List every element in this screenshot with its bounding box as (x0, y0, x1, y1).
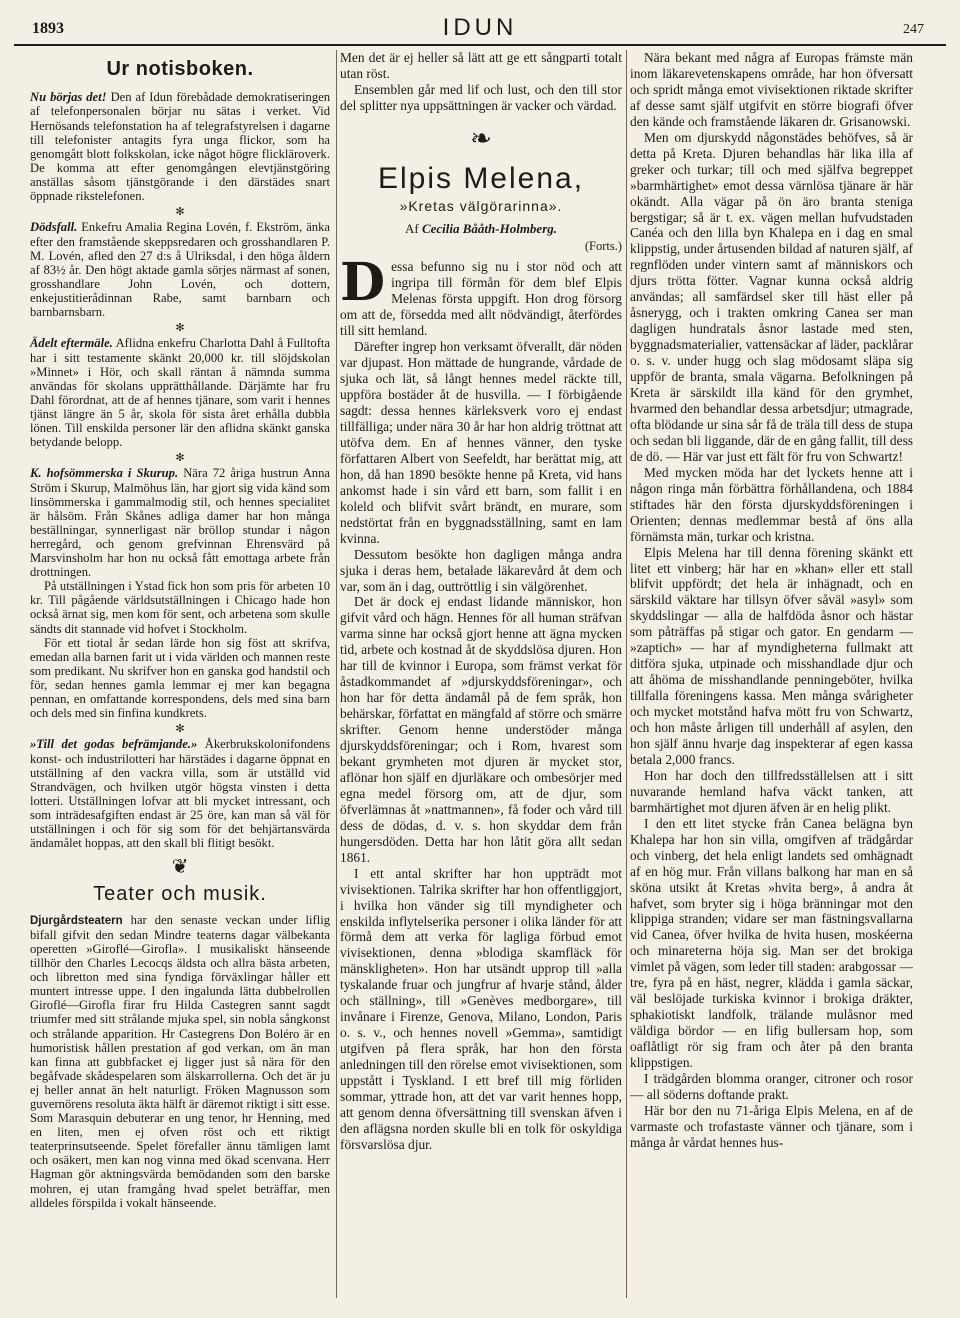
continued-note: (Forts.) (584, 238, 622, 253)
byline-prefix: Af (404, 221, 419, 237)
separator-star: ✻ (175, 206, 185, 219)
separator-star: ✻ (175, 723, 185, 736)
story-paragraph: I ett antal skrifter har hon uppträdt mot vivisektionen. Talrika skrifter har hon offentliggjort, i hvilka hon vänder sig till myndigheter och enskilda inflytelserika personer i olika länder för att förmå dem att verka för lagliga förbud emot vivisektionen, denna »blodiga skamfläck för mänskligheten». Hon har utsändt upprop till »alla tyskalande fruar och jungfrur af hvarje stånd, ålder och ställning», till »Genèves medborgare», till invånare i Firenze, Genova, Milano, London, Paris o. s. v., och hennes novell »Gemma», samtidigt utgifven på flera språk, har hon den första anledningen till den rörelse emot vivisektionen, som uppstått i Tyskland. I ett bref till mig förliden sommar, yttrade hon, att det var varit hennes hopp, att genom denna öfversättning till svenskan äfven i den aflägsna norden skulle bli en tolk för oskyldiga försvarslösa djur. (340, 865, 622, 1152)
notice-text: Åkerbrukskolonifondens konst- och industrilotteri har härstädes i dagarne öppnat en utställning af den vackra villa, som är utställd vid Strandvägen, och hvilken utgör högsta vinsten i detta lotteri. Utställningen lofvar att bli mycket intressant, och som inträdesafgiften endast är 25 öre, kan man så väl för utställningen i och för sig som för det behjärtansvärda ändamålet hoppas, att den skall bli flitigt besökt. (30, 737, 330, 851)
review-text: har den senaste veckan under liflig bifall gifvit den sedan Mindre teaterns dagar välbekanta operetten »Giroflé—Girofla». I musikaliskt hänseende tillhör den Charles Lecocqs äldsta och allra bästa arbeten, och libretton med sina fyndiga förväxlingar håller ett muntert intresse uppe. I den ingalunda lätta dubbelrollen Giroflé—Girofla firar fru Hilda Castegren sannt sagdt triumfer med sitt strålande mjuka spel, sin nobla sångkonst och strålande apparition. Hr Castegrens Don Boléro är en humoristisk hållen prestation af god verkan, om än man kan finna att gubbfacket ej ligger just så nära för den begåfvade skådespelaren som älskarrollerna. Och det är ju ej heller annat än helt naturligt. Fröken Magnusson som guvernörens resoluta äkta hälft är däremot riktigt i sitt esse. Som Marasquin debuterar en ung tenor, hr Henning, med en liten, men ej ofven röst och ett riktigt teaterprinsutseende. Spelet förefaller ännu tämligen lamt och osäkert, men kan nog vinna med ökad scenvana. Herr Hagman gör aktningsvärda bemödanden som den barske mohren, ej utan framgång hvad spelet beträffar, men alldeles förspilda i vokalt hänseende. (30, 913, 330, 1210)
byline (340, 221, 622, 236)
column-story (340, 50, 622, 1310)
notice-lead: Nu börjas det! (30, 90, 107, 105)
masthead: IDUN (442, 14, 518, 41)
story-paragraph: Nära bekant med några af Europas främste män inom läkarevetenskapens område, har hon öfversatt och spridt många emot vivisektionen riktade skrifter af desse samt själf utgifvit en större biografi öfver den kände och framstående läkaren dr. Grisanowski. (630, 50, 913, 129)
page-header (14, 14, 946, 46)
story-paragraph: I trädgården blomma oranger, citroner och rosor — all söderns doftande prakt. (630, 1071, 913, 1102)
story-text: essa befunno sig nu i stor nöd och att ingripa till förmån för dem blef Elpis Melenas första uppgift. Hon drog försorg om att de, försedda med allt nödvändigt, återfördes till sitt hemland. (340, 259, 622, 339)
separator-star: ✻ (175, 322, 185, 335)
notice-text: Enkefru Amalia Regina Lovén, f. Ekström, änka efter den framstående skeppsredaren och grosshandlaren P. M. Lovén, afled den 27 d:s å Ulriksdal, i den höga åldern af 83½ år. Den högt aktade gamla sörjes närmast af sonen, grosshandlare John Lovén, och dottern, enkejustitierådinnan Rabe, samt barnbarn och barnbarnsbarn. (30, 220, 330, 320)
theater-review (30, 913, 330, 1210)
notice (30, 220, 330, 319)
story-paragraph (340, 252, 622, 339)
column-notices (30, 50, 330, 1310)
story-paragraph: Därefter ingrep hon verksamt öfverallt, där nöden var djupast. Hon mättade de hungrande, vårdade de sjuka och lät, så långt hennes medel räckte till, uppföra bostäder åt de husvilla. — I förbigående sagdt: dessa hennes kärleksverk voro ej endast tillfälliga; under nära 30 år har hon aldrig tröttnat att utöfva dem. En af hennes vänner, den tyske författaren Albert von Seefeldt, har berättat mig, att hon, då han 1890 besökte henne på Kreta, vid hans ankomst hade i sin vård ett barn, som fallit i en koleld och blifvit svårt brändt, en murare, som nedstörtat från en byggnadsställning, samt en lam kvinna. (340, 339, 622, 546)
notice-continuation: För ett tiotal år sedan lärde hon sig föst att skrifva, emedan alla barnen farit ut i vida världen och mannen reste som predikant. Nu skrifver hon en ganska god handstil och för, sedan hennes gamla lemmar ej mer kan begagna pennan, en omfattande korrespondens, dels med sina barn och dels med sin finfina kundkrets. (30, 635, 330, 721)
notice-continuation: På utställningen i Ystad fick hon som pris för arbeten 10 kr. Till pågående världsutställningen i Chicago hade hon också ärnat sig, men kom för sent, och arbetena som skulle sändts dit stannade vid hofvet i Stockholm. (30, 579, 330, 636)
notice-text: Den af Idun förebådade demokratiseringen af telefonpersonalen börjar nu sätas i verket. Vid Hernösands telefonstation ha af telegrafstyrelsen i dagarne till telefonister antagits fyra unga flickor, som ha genomgått blott folkskolan, icke något högre flickläroverk. De komma att efter genomgången elevtjänstgöring anställas såsom tjänstgörande i den därstädes snart öppnade rikstelefonen. (30, 90, 330, 204)
intro-paragraph: Ensemblen går med lif och lust, och den till stor del splitter nya uppsättningen är vacker och värdad. (340, 81, 622, 113)
section-title: Ur notisboken. (106, 58, 254, 80)
review-lead: Djurgårdsteatern (30, 915, 123, 928)
ornament-icon: ❦ (171, 856, 189, 879)
notice (30, 90, 330, 203)
notice (30, 466, 330, 579)
column-story-continued (630, 50, 913, 1310)
notice-lead: Dödsfall. (30, 220, 78, 235)
drop-cap: D (340, 252, 386, 314)
byline-author: Cecilia Bååth-Holmberg. (421, 221, 558, 237)
intro-paragraph: Men det är ej heller så lätt att ge ett sångparti totalt utan röst. (340, 50, 622, 81)
story-paragraph: Med mycken möda har det lyckets henne att i någon ringa mån förbättra förhållandena, och 1884 stiftades här den första djurskyddsföreningen i Orienten; dennas medlemmar bestå af öns alla förnämsta män, turkar och kristna. (630, 464, 913, 544)
column-rule (336, 50, 337, 1298)
page-number-right: 247 (903, 22, 924, 37)
notice (30, 336, 330, 449)
section-title: Teater och musik. (93, 882, 267, 905)
story-title: Elpis Melena, (377, 161, 585, 195)
notice-text: Aflidna enkefru Charlotta Dahl å Fulltofta har i sitt testamente skänkt 20,000 kr. till slöjdskolan »Minnet» i Hör, och skall räntan å nämnda summa användas för skolans upprätthållande. Därjämte har fru Dahl förordnat, att de af hennes tjänare, som varit i hennes tjänst längre än 5 år, skola för sista året erhålla dubbla lönen. Till enskilda personer lär den aflidna skänkt ganska betydande belopp. (30, 336, 330, 450)
story-paragraph: Men om djurskydd någonstädes behöfves, så är detta på Kreta. Djuren behandlas här lika illa af greker och turkar; till och med själfva begreppet »barmhärtighet» emot dessa värnlösa tjänare är här okändt. Alla vägar på ön äro branta steniga bergstigar; så är t. ex. vägen mellan hufvudstaden Canéa och den lilla byn Khalepa en i dag en smal klippstig, under årtusenden bildad af naturen själf, af regnflöden under vintern samt af människors och djurs trötta fötter. Vagnar kunna också aldrig användas; all samfärdsel sker till häst eller på åsnerygg, och i trakten omkring Canea ser man dagligen hundratals åsnor lastade med sten, byggnadsmaterialier, vattensäckar af läder, packlårar o. s. v. under hugg och slag mödosamt släpa sig uppför de branta, smala vägarna. Befolkningen på Kreta är särskildt illa känd för den grymhet, hvarmed den behandlar dessa arbetsdjur; utmagrade, ofta blödande ur sina sår få de träla till dess de stupa och sedan bli liggande, där de en gång fallit, till dess de dö. — Här var just ett fält för fru von Schwartz! (630, 129, 913, 464)
story-subtitle: »Kretas välgörarinna». (399, 198, 563, 215)
story-paragraph: Hon har doch den tillfredsställelsen att i sitt nuvarande hemland hafva väckt tanken, att barmhärtighet mot djuren äfven är en helig plikt. (630, 767, 913, 815)
story-paragraph: Elpis Melena har till denna förening skänkt ett litet ett vinberg; här har en »khan» eller ett stall blifvit uppfördt; det hela är inhägnadt, och en särskild väktare har tillsyn öfver såväl »asyl» som skyddslingar — alla de halfdöda åsnor och hästar som påträffas på stigar och gator. En gendarm — »zaptich» — har af myndigheterna fullmakt att ditföra sjuka, utpinade och misshandlade djur och att åhöma de misshandlande penningeböter, hvilka tillfalla föreningens kassa. Men många svårigheter och mycket motstånd hafva mött fru von Schwartz, och hon måste årligen till underhåll af asylen, den hon själf ännu hvarje dag inspekterar af egen kassa betala 2,000 francs. (630, 544, 913, 767)
notice-text: Nära 72 åriga hustrun Anna Ström i Skurup, Malmöhus län, har gjort sig vida känd som linsömmerska i gammalmodig stil, och hennes specialitet är hålsöm. Från Skånes adliga damer har hon många beställningar, synnerligast när bröllop stundar i någon herregård, och genom grefvinnan Ehrensvärd på Marsvinsholm har hon nu också fått emottaga arbete från drottningen. (30, 466, 330, 580)
column-rule (626, 50, 627, 1298)
story-paragraph: I den ett litet stycke från Canea belägna byn Khalepa har hon sin villa, omgifven af trädgårdar och vinberg, det hela enligt landets sed omhägnadt af en hög mur. Från villans balkong har man en så sköna utsikt åt Kretas »hvita berg», å andra åt hafvet, som bryter sig i höga bränningar mot den klippiga stranden; vidare ser man fästningsvallarna vid Canea, öfver hvilka de hvita husen, moskéerna och minareterna höja sig. Man ser det brokiga vimlet på vägen, som leder till staden: arabgossar — tre, fyra på en häst, negrer, klädda i gamla säckar, väl beslöjade turkiska kvinnor i brokiga dräkter, sphakiotiskt landfolk, trälande mulåsnor med väldiga bördor — en lifig bullersam hop, som oaflåtligt rör sig fram och åter på den branta klippstigen. (630, 815, 913, 1071)
notice-lead: »Till det godas befrämjande.» (30, 737, 198, 752)
story-paragraph: Här bor den nu 71-åriga Elpis Melena, en af de varmaste och trofastaste vänner och tjänare, som i många år vårdat hennes hus- (630, 1102, 913, 1150)
story-paragraph: Det är dock ej endast lidande människor, hon gifvit vård och hägn. Hennes för all human sträfvan varma sinne har också gjort henne att ägna mycken tid, arbete och kostnad åt de skyddslösa djuren. Hon har till de kvinnor i Europa, som främst verkat för åstadkommandet af »djurskyddsföreningar», och hon har för detta ändamål på de fem språk, hon behärskar, författat en mängfald af större och smärre skrifter. Genom henne understöder många djurskyddsföreningar; och i Rom, hvarest som bekant grymheten mot djuren är mycket stor, aflönar hon själf en djurläkare och ombesörjer med egna medel försorg om, att de djur, som öfverlämnas åt »nattmannen», få foder och vård till dess de dödas, d. v. s. hon skyddar dem från hungersdöden. Detta har hon låtit göra allt sedan 1861. (340, 594, 622, 865)
page-number-left: 1893 (32, 20, 64, 37)
notice-lead: Ädelt eftermäle. (30, 336, 113, 351)
notice (30, 737, 330, 850)
separator-star: ✻ (175, 452, 185, 465)
ornament-icon: ❧ (470, 123, 492, 153)
notice-lead: K. hofsömmerska i Skurup. (30, 466, 179, 481)
story-paragraph: Dessutom besökte hon dagligen många andra sjuka i deras hem, betalade läkarevård åt dem och var, som än i dag, outtröttlig i sin välgörenhet. (340, 546, 622, 594)
